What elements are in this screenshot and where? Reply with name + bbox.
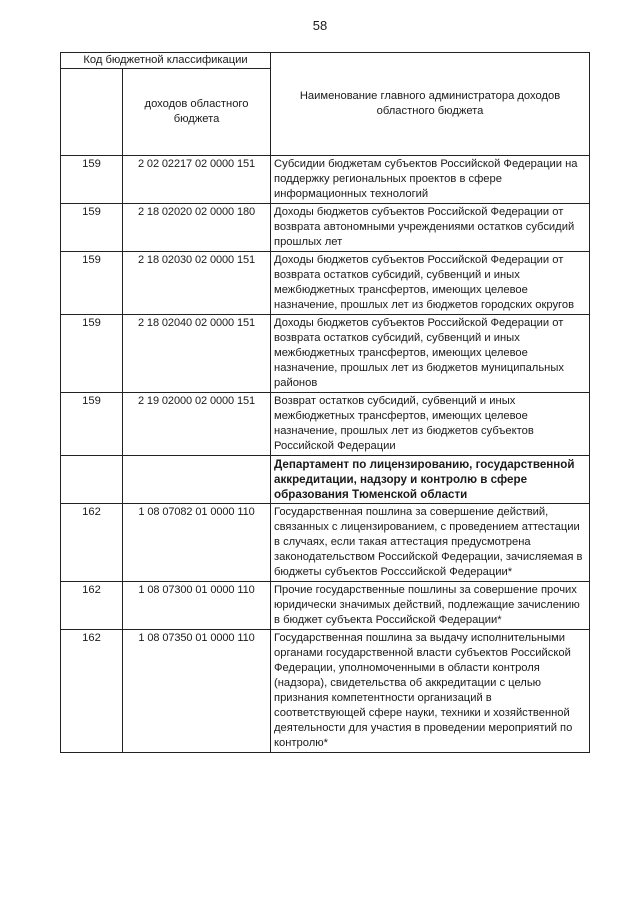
admin-code-cell: 159 <box>61 315 123 393</box>
header-administrator-name: Наименование главного администратора доходов областного бюджета <box>271 53 590 156</box>
administrator-name-cell: Доходы бюджетов субъектов Российской Федерации от возврата остатков субсидий, субвенций и иных межбюджетных трансфертов, имеющих целевое назначение, прошлых лет из бюджетов городских округов <box>271 252 590 315</box>
income-code-cell <box>123 456 271 504</box>
income-code-cell: 2 02 02217 02 0000 151 <box>123 156 271 204</box>
admin-code-cell: 159 <box>61 204 123 252</box>
table-row <box>61 204 590 252</box>
header-admin-empty <box>61 69 123 156</box>
table-row <box>61 582 590 630</box>
header-budget-classification-code: Код бюджетной классификации <box>61 53 271 69</box>
administrator-name-cell: Государственная пошлина за выдачу исполнительными органами государственной власти субъектов Российской Федерации, уполномоченными в области контроля (надзора), свидетельства об аккредитации с целью признания компетентности организаций в соответствующей сфере науки, техники и хозяйственной деятельности для участия в проведении мероприятий по контролю* <box>271 630 590 753</box>
admin-code-cell: 162 <box>61 630 123 753</box>
header-row-group <box>61 53 590 69</box>
administrator-name-cell: Государственная пошлина за совершение действий, связанных с лицензированием, с проведением аттестации в случаях, если такая аттестация предусмотрена законодательством Российской Федерации, зачисляемая в бюджеты субъектов Росссийской Федерации* <box>271 504 590 582</box>
income-code-cell: 1 08 07082 01 0000 110 <box>123 504 271 582</box>
table-body <box>61 53 590 753</box>
admin-code-cell: 162 <box>61 504 123 582</box>
admin-code-cell: 159 <box>61 156 123 204</box>
income-code-cell: 1 08 07300 01 0000 110 <box>123 582 271 630</box>
income-code-cell: 2 18 02030 02 0000 151 <box>123 252 271 315</box>
budget-classification-table <box>60 52 590 753</box>
table-row <box>61 156 590 204</box>
header-income-code: доходов областного бюджета <box>123 69 271 156</box>
income-code-cell: 1 08 07350 01 0000 110 <box>123 630 271 753</box>
table-row <box>61 456 590 504</box>
income-code-cell: 2 18 02020 02 0000 180 <box>123 204 271 252</box>
table-row <box>61 504 590 582</box>
admin-code-cell <box>61 456 123 504</box>
page-number: 58 <box>312 18 328 33</box>
table-row <box>61 393 590 456</box>
administrator-name-cell: Департамент по лицензированию, государственной аккредитации, надзору и контролю в сфере образования Тюменской области <box>271 456 590 504</box>
administrator-name-cell: Прочие государственные пошлины за совершение прочих юридически значимых действий, подлежащие зачислению в бюджет субъекта Российской Федерации* <box>271 582 590 630</box>
administrator-name-cell: Доходы бюджетов субъектов Российской Федерации от возврата остатков субсидий, субвенций и иных межбюджетных трансфертов, имеющих целевое назначение, прошлых лет из бюджетов муниципальных районов <box>271 315 590 393</box>
income-code-cell: 2 18 02040 02 0000 151 <box>123 315 271 393</box>
administrator-name-cell: Субсидии бюджетам субъектов Российской Федерации на поддержку региональных проектов в сфере информационных технологий <box>271 156 590 204</box>
administrator-name-cell: Доходы бюджетов субъектов Российской Федерации от возврата автономными учреждениями остатков субсидий прошлых лет <box>271 204 590 252</box>
table-row <box>61 315 590 393</box>
admin-code-cell: 159 <box>61 393 123 456</box>
table-row <box>61 252 590 315</box>
admin-code-cell: 162 <box>61 582 123 630</box>
income-code-cell: 2 19 02000 02 0000 151 <box>123 393 271 456</box>
table-row <box>61 630 590 753</box>
admin-code-cell: 159 <box>61 252 123 315</box>
administrator-name-cell: Возврат остатков субсидий, субвенций и иных межбюджетных трансфертов, имеющих целевое назначение, прошлых лет из бюджетов субъектов Российской Федерации <box>271 393 590 456</box>
